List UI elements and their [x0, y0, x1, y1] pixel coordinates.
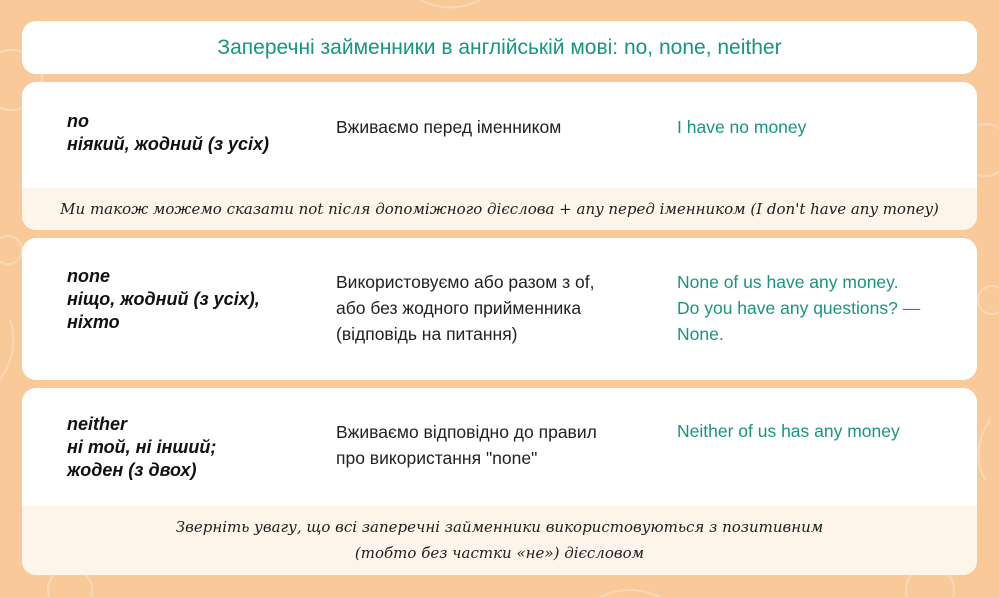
title-card: [22, 21, 977, 74]
term-word: none: [67, 266, 110, 286]
term-translation: ніхто: [67, 312, 120, 332]
term-neither: [67, 413, 216, 482]
term-translation: жоден (з двох): [67, 460, 197, 480]
row-card-neither: [22, 388, 977, 575]
example-none: [677, 269, 967, 347]
description-line: Вживаємо відповідно до правил: [336, 422, 597, 442]
term-none: [67, 265, 260, 334]
description-no: [336, 114, 656, 140]
example-neither: [677, 418, 967, 444]
term-translation: ніякий, жодний (з усіх): [67, 134, 270, 154]
term-translation: ні той, ні інший;: [67, 437, 217, 457]
row-card-none: [22, 238, 977, 380]
description-line: Вживаємо перед іменником: [336, 117, 562, 137]
example-line: Neither of us has any money: [677, 421, 900, 441]
note-band-first: [22, 188, 977, 230]
example-no: [677, 114, 967, 140]
row-card-no: [22, 82, 977, 230]
example-line: None of us have any money.: [677, 272, 899, 292]
example-line: I have no money: [677, 117, 807, 137]
note-first-text: Ми також можемо сказати not після допоміжного дієслова + any перед іменником (I don't have any money): [60, 200, 939, 218]
term-word: no: [67, 111, 89, 131]
example-line: Do you have any questions? —: [677, 298, 921, 318]
term-no: [67, 110, 269, 156]
description-line: про використання "none": [336, 448, 538, 468]
description-line: Використовуємо або разом з of,: [336, 272, 595, 292]
page-title: Заперечні займенники в англійській мові: no, none, neither: [217, 35, 782, 59]
description-line: або без жодного прийменника: [336, 298, 582, 318]
description-line: (відповідь на питання): [336, 324, 518, 344]
example-line: None.: [677, 324, 724, 344]
note-last-line: Зверніть увагу, що всі заперечні займенники використовуються з позитивним: [175, 518, 824, 536]
note-band-last: [22, 506, 977, 575]
description-neither: [336, 419, 656, 471]
term-translation: ніщо, жодний (з усіх),: [67, 289, 260, 309]
term-word: neither: [67, 414, 128, 434]
description-none: [336, 269, 656, 347]
note-last-line: (тобто без частки «не») дієсловом: [354, 544, 645, 562]
